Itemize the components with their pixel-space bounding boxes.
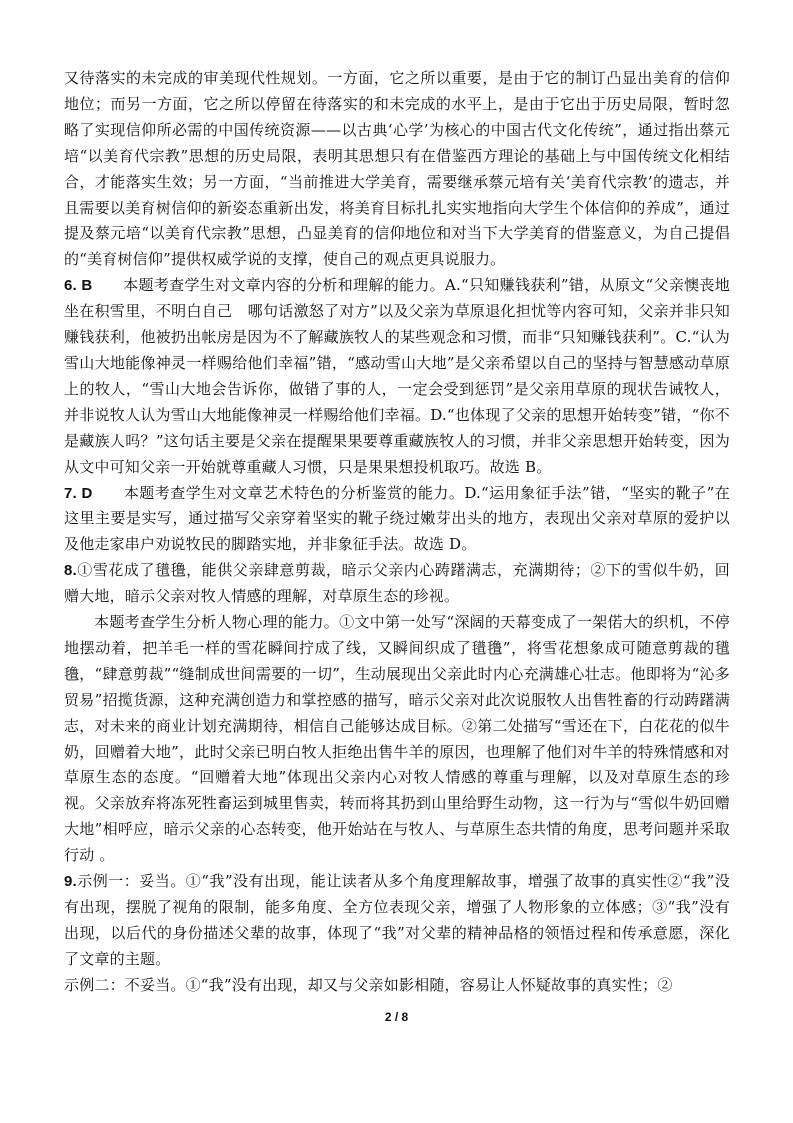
answer-text: ①雪花成了氆氇，能供父亲肆意剪裁，暗示父亲内心踌躇满志，充满期待；②下的雪似牛奶，回赠大地，暗示父亲对牧人情感的理解，对草原生态的珍视。 xyxy=(64,561,730,606)
answer-text: 本题考查学生对文章内容的分析和理解的能力。A.“只知赚钱获利”错，从原文“父亲懊丧地坐在积雪里，不明白自己 哪句话激怒了对方”以及父亲为草原退化担忧等内容可知，父亲并非只知赚钱获利，他被扔出帐房是因为不了解藏族牧人的某些观念和习惯，而非“只知赚钱获利”。C.“认为雪山大地能像神灵一样赐给他们幸福”错，“感动雪山大地”是父亲希望以自己的坚持与智慧感动草原上的牧人，“雪山大地会告诉你，做错了事的人，一定会受到惩罚”是父亲用草原的现状告诫牧人，并非说牧人认为雪山大地能像神灵一样赐给他们幸福。D.“也体现了父亲的思想开始转变”错，“你不是藏族人吗？”这句话主要是父亲在提醒果果要尊重藏族牧人的习惯，并非父亲思想开始转变，因为从文中可知父亲一开始就尊重藏人习惯，只是果果想投机取巧。故选 B。 xyxy=(64,276,730,476)
answer-6 xyxy=(64,273,730,480)
question-number: 7. D xyxy=(64,484,93,502)
answer-8-analysis xyxy=(64,610,730,869)
answer-8 xyxy=(64,558,730,610)
question-number: 8. xyxy=(64,562,77,580)
paragraph-continuation xyxy=(64,66,730,273)
question-number: 9. xyxy=(64,873,77,891)
page-number: 2 / 8 xyxy=(384,1010,409,1024)
paragraph-text: 又待落实的未完成的审美现代性规划。一方面，它之所以重要，是由于它的制订凸显出美育的信仰地位；而另一方面，它之所以停留在待落实的和未完成的水平上，是由于它出于历史局限，暂时忽略了实现信仰所必需的中国传统资源——以古典‘心学’为核心的中国古代文化传统”，通过指出蔡元培“以美育代宗教”思想的历史局限，表明其思想只有在借鉴西方理论的基础上与中国传统文化相结合，才能落实生效；另一方面，“当前推进大学美育，需要继承蔡元培有关‘美育代宗教’的遗志，并且需要以美育树信仰的新姿态重新出发，将美育目标扎扎实实地指向大学生个体信仰的养成”，通过提及蔡元培“以美育代宗教”思想，凸显美育的信仰地位和对当下大学美育的借鉴意义，为自己提倡的“美育树信仰”提供权威学说的支撑，使自己的观点更具说服力。 xyxy=(64,69,730,269)
answer-content xyxy=(64,66,730,999)
question-number: 6. B xyxy=(64,277,93,295)
answer-7 xyxy=(64,481,730,559)
answer-text: 示例一：妥当。①“我”没有出现，能让读者从多个角度理解故事，增强了故事的真实性②“我”没有出现，摆脱了视角的限制，能多角度、全方位表现父亲，增强了人物形象的立体感；③“我”没有出现，以后代的身份描述父辈的故事，体现了“我”对父辈的精神品格的领悟过程和传承意愿，深化了文章的主题。 xyxy=(64,872,730,968)
answer-text: 示例二：不妥当。①“我”没有出现，却又与父亲如影相随，容易让人怀疑故事的真实性；② xyxy=(64,975,673,994)
answer-9-example-1 xyxy=(64,869,730,973)
analysis-text: 本题考查学生分析人物心理的能力。①文中第一处写“深阔的天幕变成了一架偌大的织机，不停地摆动着，把羊毛一样的雪花瞬间拧成了线，又瞬间织成了氆氇”，将雪花想象成可随意剪裁的氆氇，“肆意剪裁”“缝制成世间需要的一切”，生动展现出父亲此时内心充满雄心壮志。他即将为“沁多贸易”招揽货源，这种充满创造力和掌控感的描写，暗示父亲对此次说服牧人出售牲畜的行动踌躇满志，对未来的商业计划充满期待，相信自己能够达成目标。②第二处描写“雪还在下，白花花的似牛奶，回赠着大地”，此时父亲已明白牧人拒绝出售牛羊的原因，也理解了他们对牛羊的特殊情感和对草原生态的态度。“回赠着大地”体现出父亲内心对牧人情感的尊重与理解，以及对草原生态的珍视。父亲放弃将冻死牲畜运到城里售卖，转而将其扔到山里给野生动物，这一行为与“雪似牛奶回赠大地”相呼应，暗示父亲的心态转变，他开始站在与牧人、与草原生态共情的角度，思考问题并采取行动 。 xyxy=(64,613,730,865)
answer-text: 本题考查学生对文章艺术特色的分析鉴赏的能力。D.“运用象征手法”错，“坚实的靴子”在这里主要是实写，通过描写父亲穿着坚实的靴子绕过嫩芽出头的地方，表现出父亲对草原的爱护以及他走家串户劝说牧民的脚踏实地，并非象征手法。故选 D。 xyxy=(64,483,730,554)
answer-9-example-2 xyxy=(64,973,730,999)
